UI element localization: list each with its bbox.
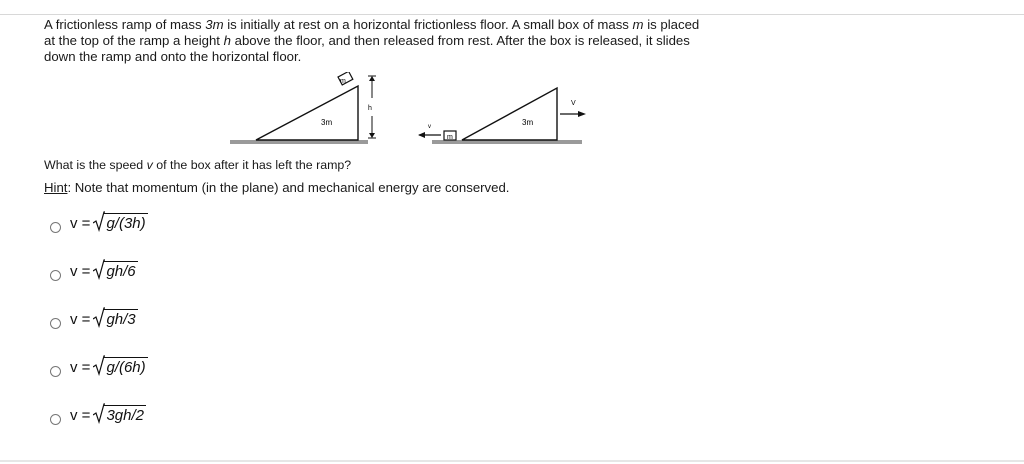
statement-text: is initially at rest on a horizontal frictionless floor. A small box of mass — [223, 17, 633, 32]
box-velocity-label: v — [428, 124, 431, 130]
problem-statement — [44, 17, 804, 65]
ramp-figure — [228, 72, 588, 157]
statement-var: 3m — [205, 17, 224, 32]
box-label-floor: m — [447, 134, 453, 141]
answer-lhs: v = — [70, 215, 91, 232]
statement-var: m — [632, 17, 644, 32]
statement-text: at the top of the ramp a height — [44, 33, 224, 48]
answer-option-3[interactable] — [50, 302, 138, 330]
sqrt-symbol-icon — [93, 211, 147, 232]
sqrt-symbol-icon — [93, 403, 146, 424]
top-divider — [0, 14, 1024, 15]
left-ramp-label: 3m — [321, 118, 333, 127]
answer-option-5[interactable] — [50, 398, 146, 426]
sqrt-symbol-icon — [93, 355, 147, 376]
right-ramp — [462, 88, 557, 140]
ramp-velocity-label: V — [571, 100, 576, 107]
answer-radicand: g/(6h) — [106, 359, 146, 376]
answer-expression — [70, 208, 148, 232]
answer-expression — [70, 400, 146, 424]
question-text — [44, 158, 351, 172]
statement-text: is placed — [643, 17, 700, 32]
answer-expression — [70, 304, 138, 328]
question-part: of the box after it has left the ramp? — [152, 158, 352, 172]
statement-text: above the floor, and then released from rest. After the box is released, it slides — [230, 33, 690, 48]
height-label: h — [368, 105, 372, 112]
answer-expression — [70, 352, 148, 376]
radio-button[interactable] — [50, 366, 61, 377]
sqrt-symbol-icon — [93, 259, 137, 280]
answer-radicand: gh/6 — [106, 263, 136, 280]
statement-line-1 — [44, 17, 804, 33]
answer-radicand: g/(3h) — [106, 215, 146, 232]
hint — [44, 180, 509, 195]
answer-radicand: 3gh/2 — [106, 407, 144, 424]
answer-option-1[interactable] — [50, 206, 148, 234]
ramp-diagram — [228, 72, 588, 152]
statement-line-3: down the ramp and onto the horizontal floor. — [44, 49, 302, 64]
answer-lhs: v = — [70, 407, 91, 424]
hint-text: : Note that momentum (in the plane) and mechanical energy are conserved. — [67, 180, 510, 195]
hint-label: Hint — [44, 180, 68, 195]
question-var: v — [146, 158, 153, 172]
radio-button[interactable] — [50, 222, 61, 233]
radio-button[interactable] — [50, 270, 61, 281]
statement-line-2 — [44, 33, 804, 49]
statement-var: h — [223, 33, 231, 48]
answer-radicand: gh/3 — [106, 311, 136, 328]
radio-button[interactable] — [50, 414, 61, 425]
answer-option-4[interactable] — [50, 350, 148, 378]
sqrt-symbol-icon — [93, 307, 137, 328]
left-ramp — [256, 86, 358, 140]
answer-lhs: v = — [70, 263, 91, 280]
answer-expression — [70, 256, 138, 280]
radio-button[interactable] — [50, 318, 61, 329]
box-label-top: m — [340, 78, 346, 85]
statement-text: A frictionless ramp of mass — [44, 17, 206, 32]
question-part: What is the speed — [44, 158, 147, 172]
right-ramp-label: 3m — [522, 118, 534, 127]
answer-lhs: v = — [70, 311, 91, 328]
bottom-divider — [0, 460, 1024, 462]
answer-option-2[interactable] — [50, 254, 138, 282]
answer-lhs: v = — [70, 359, 91, 376]
